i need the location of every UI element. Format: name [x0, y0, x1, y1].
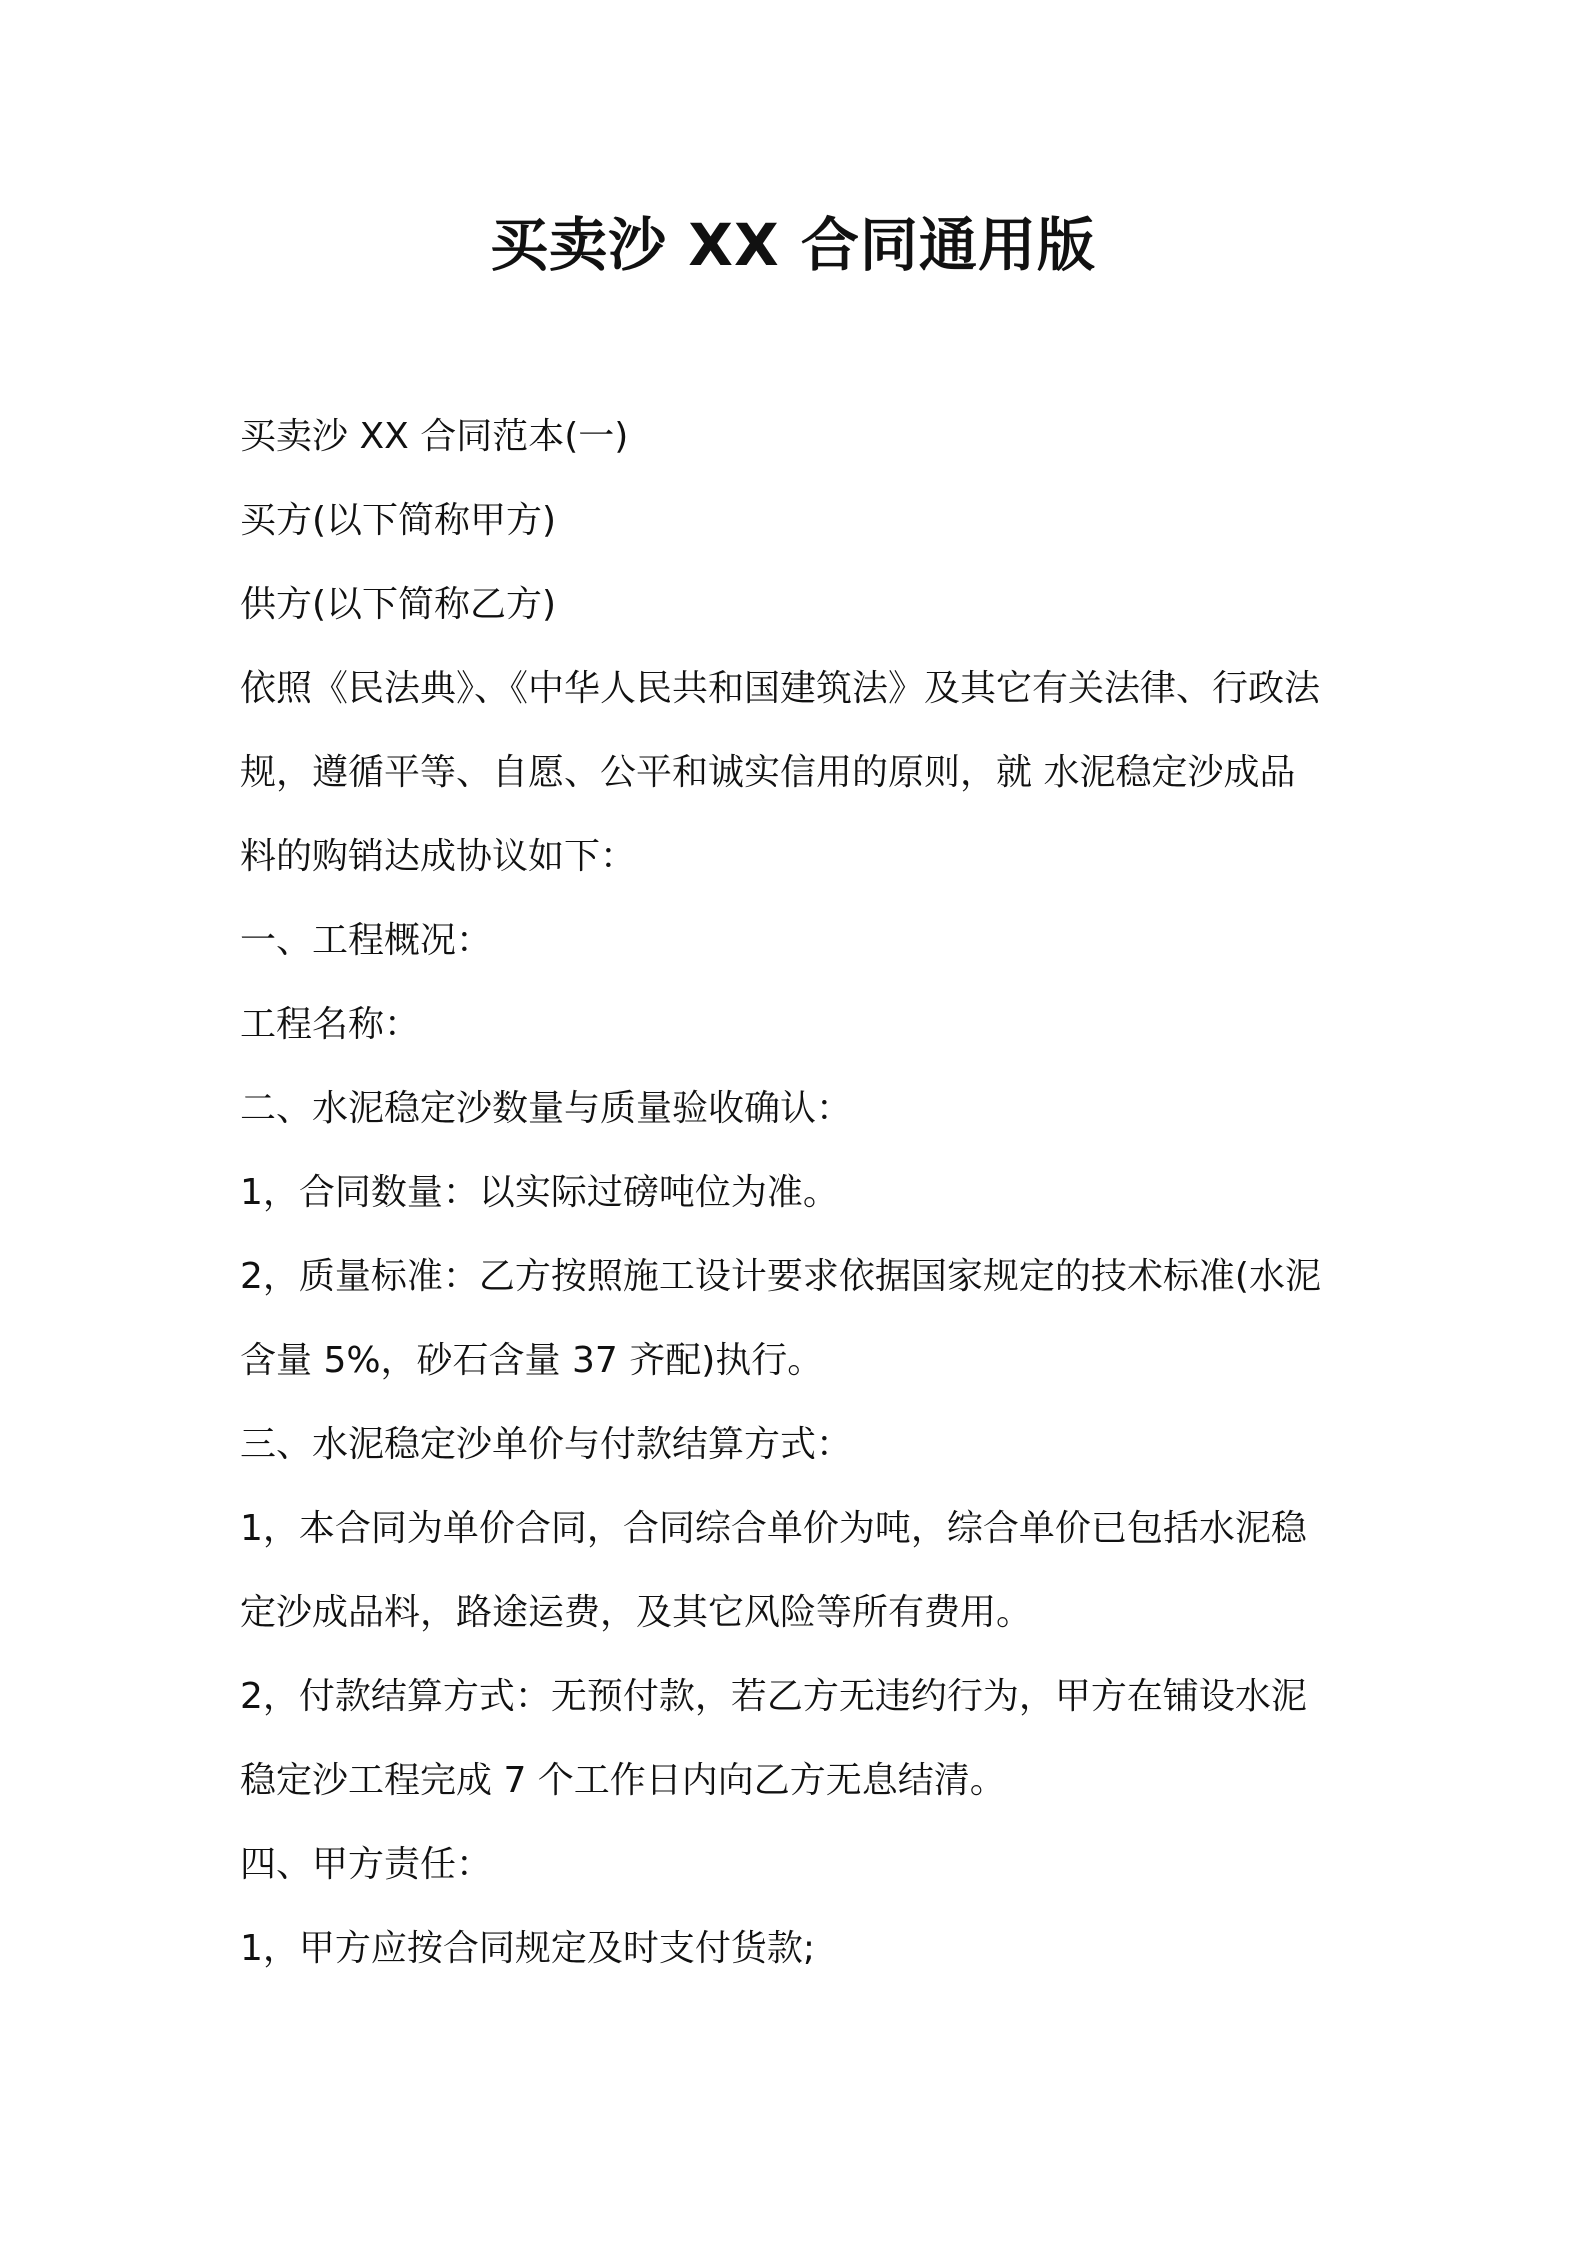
supplier-line: 供方(以下简称乙方) [240, 584, 557, 625]
contract-sample-heading: 买卖沙 XX 合同范本(一) [240, 416, 629, 457]
clause-price-line-2: 定沙成品料，路途运费，及其它风险等所有费用。 [240, 1592, 1033, 1633]
clause-buyer-duty-1: 1，甲方应按合同规定及时支付货款; [240, 1928, 816, 1969]
document-body [240, 395, 1350, 1991]
preamble-line-2: 规，遵循平等、自愿、公平和诚实信用的原则，就 水泥稳定沙成品 [240, 752, 1296, 793]
clause-quality-line-1: 2，质量标准：乙方按照施工设计要求依据国家规定的技术标准(水泥 [240, 1256, 1321, 1297]
preamble-line-3: 料的购销达成协议如下： [240, 836, 637, 877]
section-4-heading: 四、甲方责任： [240, 1844, 493, 1885]
buyer-line: 买方(以下简称甲方) [240, 500, 557, 541]
clause-quantity: 1，合同数量：以实际过磅吨位为准。 [240, 1172, 839, 1213]
preamble-line-1: 依照《民法典》、《中华人民共和国建筑法》及其它有关法律、行政法 [240, 668, 1321, 709]
clause-payment-line-1: 2，付款结算方式：无预付款，若乙方无违约行为，甲方在铺设水泥 [240, 1676, 1307, 1717]
section-2-heading: 二、水泥稳定沙数量与质量验收确认： [240, 1088, 853, 1129]
clause-quality-line-2: 含量 5%，砂石含量 37 齐配)执行。 [240, 1340, 824, 1381]
project-name-line: 工程名称： [240, 1004, 421, 1045]
section-1-heading: 一、工程概况： [240, 920, 493, 961]
clause-price-line-1: 1，本合同为单价合同，合同综合单价为吨，综合单价已包括水泥稳 [240, 1508, 1307, 1549]
document-title: 买卖沙 XX 合同通用版 [490, 211, 1096, 279]
section-3-heading: 三、水泥稳定沙单价与付款结算方式： [240, 1424, 853, 1465]
clause-payment-line-2: 稳定沙工程完成 7 个工作日内向乙方无息结清。 [240, 1760, 1006, 1801]
